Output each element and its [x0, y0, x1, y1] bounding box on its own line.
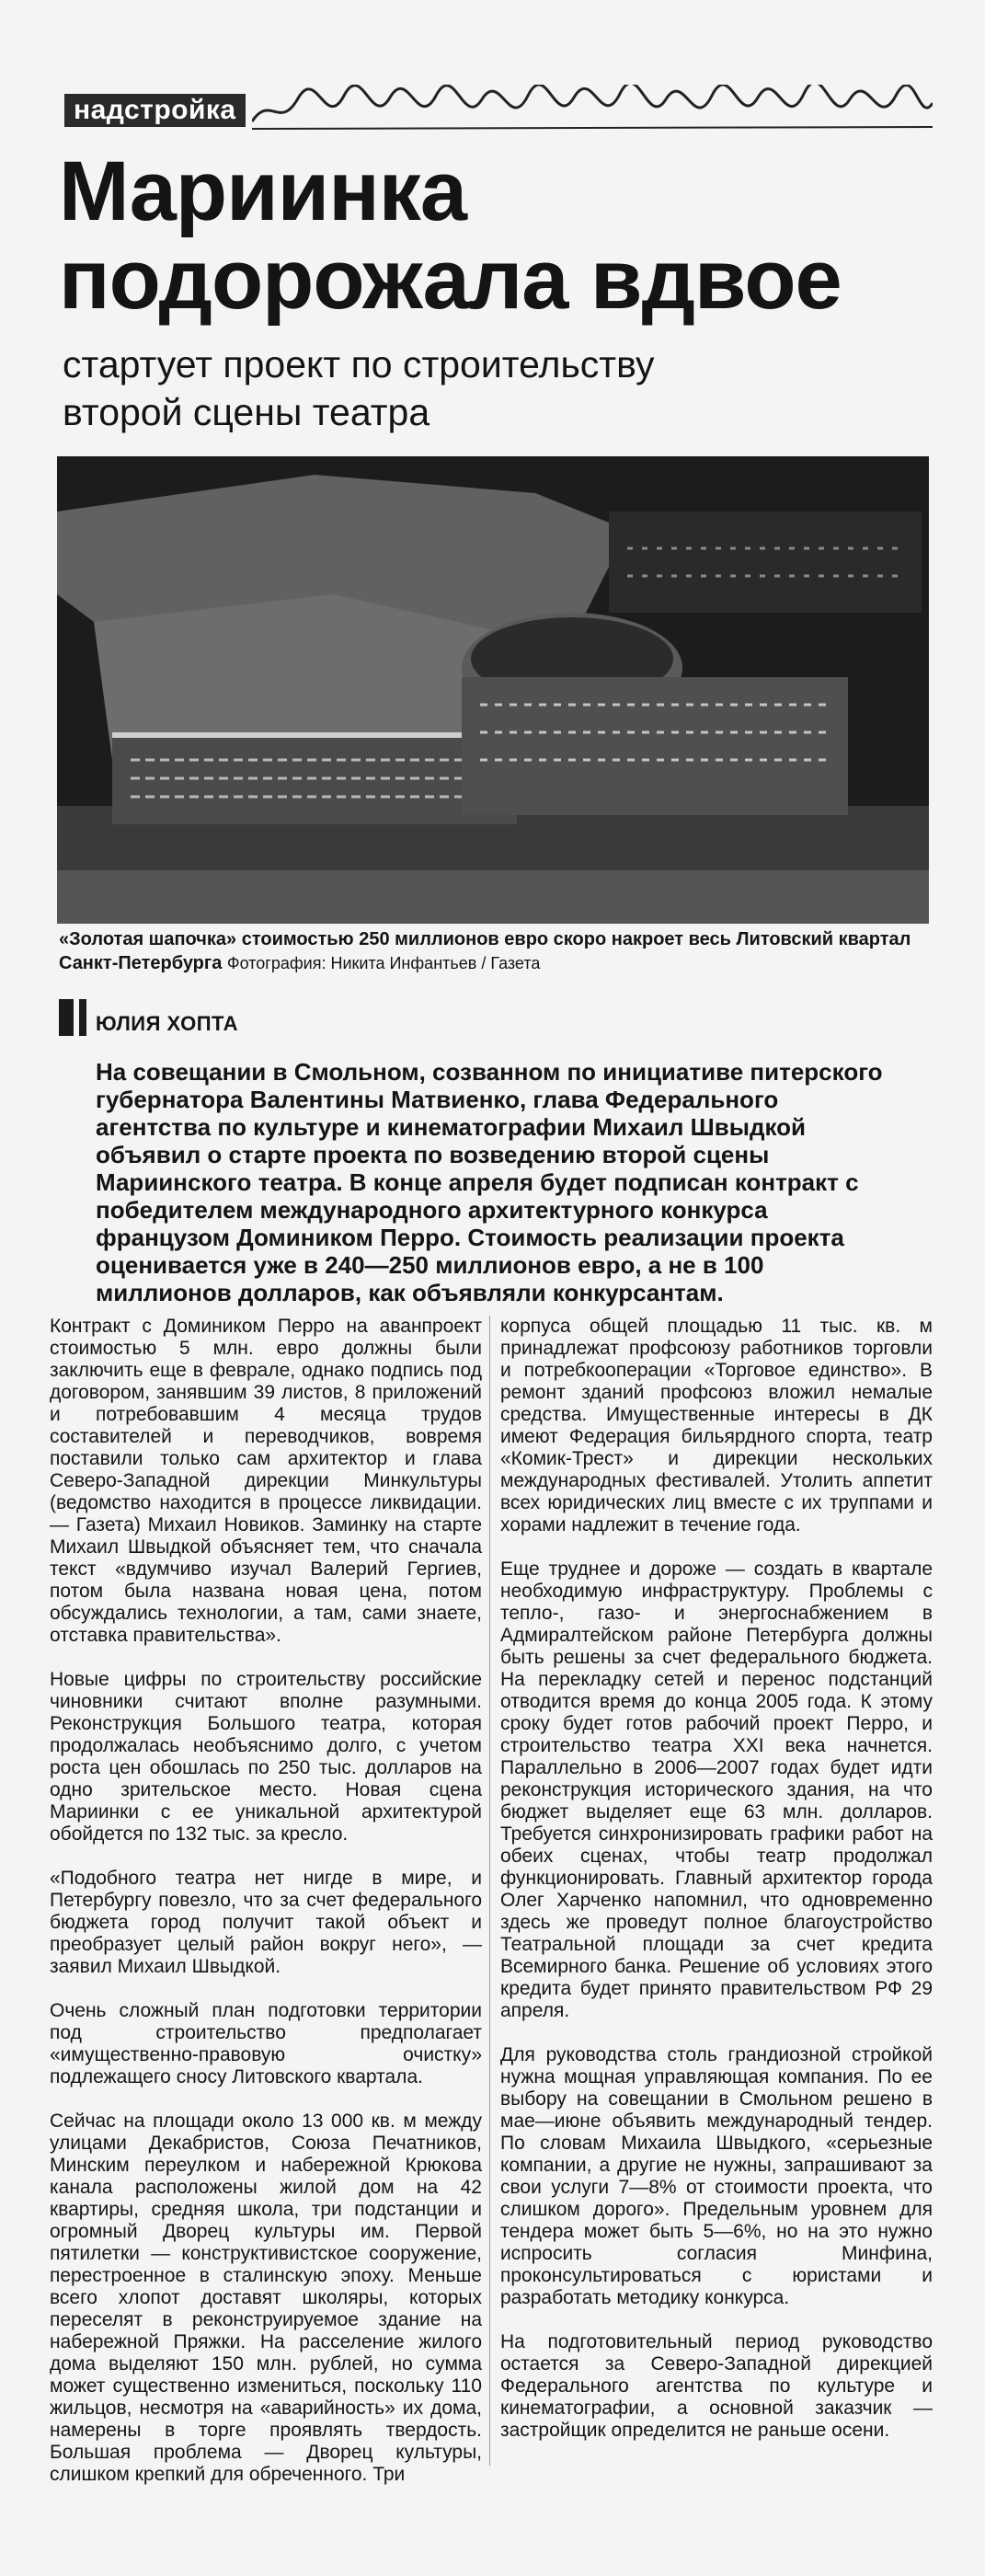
caption-text: «Золотая шапочка» стоимостью 250 миллионов евро скоро накроет весь Литовский квартал Санкт-Петербурга — [59, 929, 911, 973]
photo-caption — [59, 927, 914, 975]
theatre-model-photo — [57, 456, 929, 924]
rubric-row — [59, 85, 933, 138]
body-paragraph: «Подобного театра нет нигде в мире, и Петербургу повезло, что за счет федерального бюджета город получит такой объект и преобразует целый район вокруг него», — заявил Михаил Швыдкой. — [50, 1868, 482, 1977]
photo-credit: Фотография: Никита Инфантьев / Газета — [226, 954, 541, 972]
body-column-right — [500, 1316, 933, 2464]
handwritten-scribble-decoration — [252, 85, 933, 138]
body-paragraph: Для руководства столь грандиозной стройкой нужна мощная управляющая компания. По ее выбору на совещании в Смольном решено в мае—июне объявить международный тендер. По словам Михаила Швыдкого, «серьезные компании, а другие не нужны, запрашивают за свои услуги 7—8% от стоимости проекта, что слишком дорого». Предельным уровнем для тендера может быть 5—6%, но на это нужно испросить согласия Минфина, проконсультироваться с юристами и разработать методику конкурса. — [500, 2044, 933, 2308]
byline-marker-thin — [79, 999, 86, 1036]
body-paragraph: Контракт с Домиником Перро на аванпроект стоимостью 5 млн. евро должны были заключить еще в феврале, однако подпись под договором, занявшим 39 листов, 8 приложений и потребовавшим 4 месяца трудов составителей и переводчиков, вовремя поставили только сам архитектор и глава Северо-Западной дирекции Минкультуры (ведомство находится в процессе ликвидации. — Газета) Михаил Новиков. Заминку на старте Михаил Швыдкой объясняет тем, что сначала текст «вдумчиво изучал Валерий Гергиев, потом была названа новая цена, потом обсуждались технологии, а там, сами знаете, отставка правительства». — [50, 1316, 482, 1646]
rubric-label: надстройка — [64, 94, 246, 127]
body-paragraph: Новые цифры по строительству российские чиновники считают вполне разумными. Реконструкция Большого театра, которая продолжалась необъяснимо долго, с учетом роста цен обошлась по 250 тыс. долларов на одно зрительское место. Новая сцена Мариинки с ее уникальной архитектурой обойдется по 132 тыс. за кресло. — [50, 1669, 482, 1845]
body-paragraph: Очень сложный план подготовки территории под строительство предполагает «имущественно-правовую очистку» подлежащего сносу Литовского квартала. — [50, 2000, 482, 2087]
subheadline: стартует проект по строительству второй сцены театра — [63, 343, 655, 433]
column-divider — [489, 1316, 490, 2466]
body-paragraph: Сейчас на площади около 13 000 кв. м между улицами Декабристов, Союза Печатников, Минским переулком и набережной Крюкова канала расположены жилой дом на 42 квартиры, средняя школа, три подстанции и огромный Дворец культуры им. Первой пятилетки — конструктивистское сооружение, перестроенное в сталинскую эпоху. Меньше всего хлопот доставят школяры, которых переселят в реконструируемое здание на набережной Пряжки. На расселение жилого дома выделяют 150 млн. рублей, но сумма может существенно измениться, поскольку 110 жильцов, несмотря на «аварийность» их дома, намерены в торге проявлять твердость. Большая проблема — Дворец культуры, слишком крепкий для обреченного. Три — [50, 2110, 482, 2485]
byline-author: ЮЛИЯ ХОПТА — [96, 1012, 238, 1035]
body-column-left — [50, 1316, 482, 2508]
body-paragraph: Еще труднее и дороже — создать в квартале необходимую инфраструктуру. Проблемы с тепло-, газо- и энергоснабжением в Адмиралтейском районе Петербурга должны быть решены за счет федерального бюджета. На перекладку сетей и перенос подстанций отводится время до конца 2005 года. К этому сроку будет готов рабочий проект Перро, и строительство театра XXI века начнется. Параллельно в 2006—2007 годах будет идти реконструкция исторического здания, на что бюджет выделяет еще 63 млн. долларов. Требуется синхронизировать графики работ на обеих сценах, чтобы театр продолжал функционировать. Главный архитектор города Олег Харченко напомнил, что одновременно здесь же проведут полное благоустройство Театральной площади за счет кредита Всемирного банка. Решение об условиях этого кредита будет принято правительством РФ 29 апреля. — [500, 1558, 933, 2021]
body-paragraph: корпуса общей площадью 11 тыс. кв. м принадлежат профсоюзу работников торговли и потребкооперации «Торговое единство». В ремонт зданий профсоюз вложил немалые средства. Имущественные интересы в ДК имеют Федерация бильярдного спорта, театр «Комик-Трест» и дирекции нескольких международных фестивалей. Утолить аппетит всех юридических лиц вместе с их труппами и хорами надлежит в течение года. — [500, 1316, 933, 1535]
byline-marker — [59, 999, 74, 1036]
headline: Мариинка подорожала вдвое — [59, 144, 842, 327]
lead-paragraph: На совещании в Смольном, созванном по инициативе питерского губернатора Валентины Матвиенко, глава Федерального агентства по культуре и кинематографии Михаил Швыдкой объявил о старте проекта по возведению второй сцены Мариинского театра. В конце апреля будет подписан контракт с победителем международного архитектурного конкурса французом Домиником Перро. Стоимость реализации проекта оценивается уже в 240—250 миллионов евро, а не в 100 миллионов долларов, как объявляли конкурсантам. — [96, 1058, 883, 1306]
body-paragraph: На подготовительный период руководство остается за Северо-Западной дирекцией Федерального агентства по культуре и кинематографии, а основной заказчик — застройщик определится не раньше осени. — [500, 2331, 933, 2441]
